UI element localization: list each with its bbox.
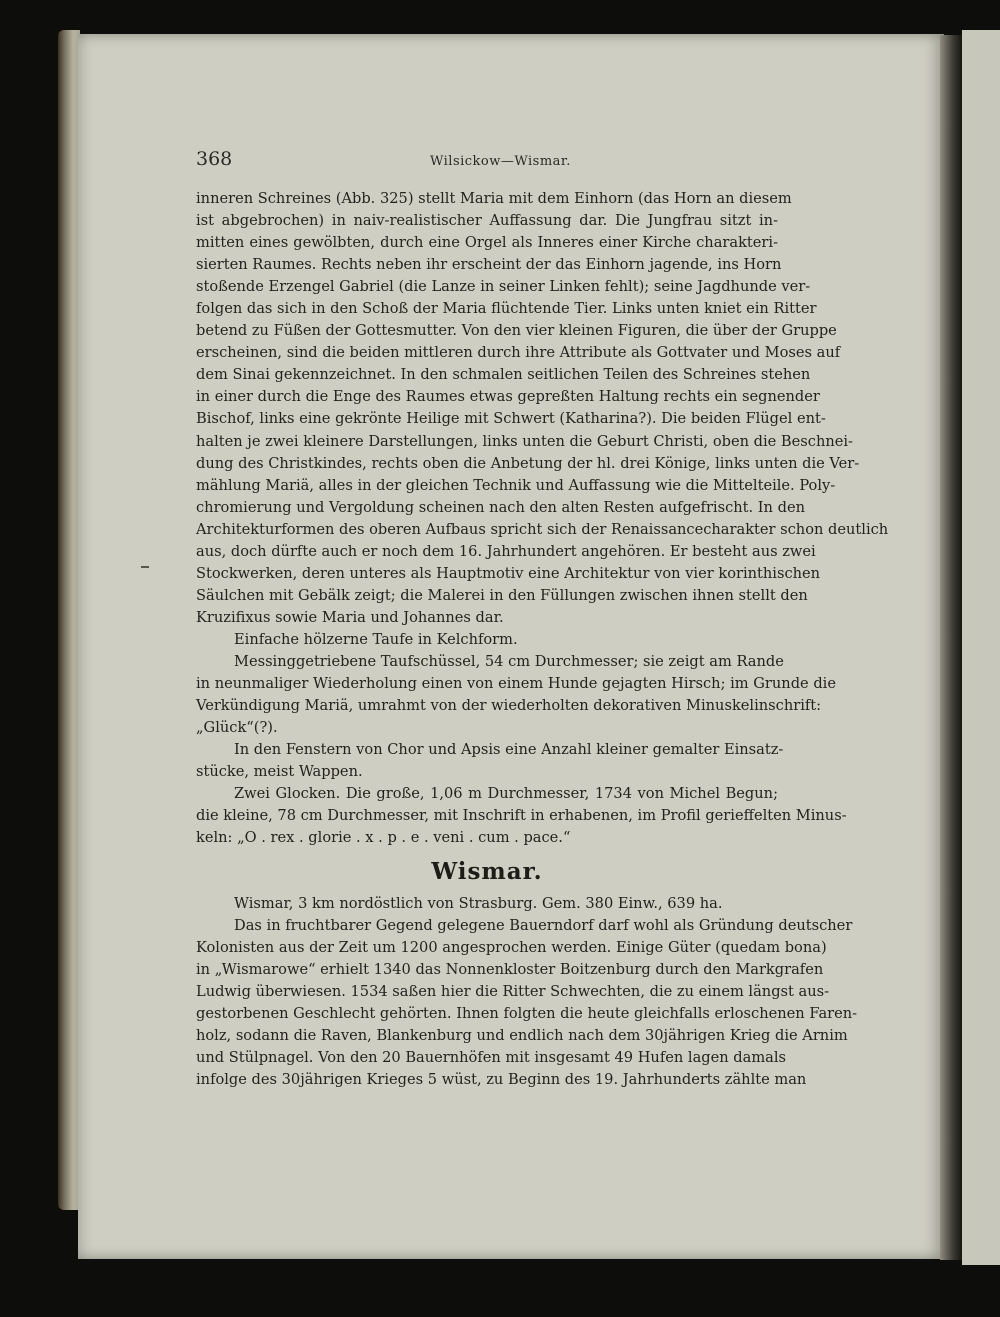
text-line: Ludwig überwiesen. 1534 saßen hier die Ritter Schwechten, die zu einem längst aus- [196,983,830,1001]
text-line: Das in fruchtbarer Gegend gelegene Bauerndorf darf wohl als Gründung deutscher [234,917,853,935]
text-line: Verkündigung Mariä, umrahmt von der wiederholten dekorativen Minuskelinschrift: [196,697,822,715]
facing-page-edge [962,30,1000,1265]
text-line: in neunmaliger Wiederholung einen von einem Hunde gejagten Hirsch; im Grunde die [196,675,836,693]
text-line: folgen das sich in den Schoß der Maria flüchtende Tier. Links unten kniet ein Ritter [196,300,817,318]
text-line: holz, sodann die Raven, Blankenburg und endlich nach dem 30jährigen Krieg die Arnim [196,1027,848,1045]
text-line: betend zu Füßen der Gottesmutter. Von den vier kleinen Figuren, die über der Gruppe [196,322,837,340]
text-line: gestorbenen Geschlecht gehörten. Ihnen folgten die heute gleichfalls erloschenen Faren- [196,1005,858,1023]
text-line: Zwei Glocken. Die große, 1,06 m Durchmesser, 1734 von Michel Begun; [234,785,778,803]
text-line: in einer durch die Enge des Raumes etwas gepreßten Haltung rechts ein segnender [196,388,820,406]
margin-mark [141,566,149,568]
text-line: dung des Christkindes, rechts oben die Anbetung der hl. drei Könige, links unten die Ver- [196,454,860,472]
text-line: Einfache hölzerne Taufe in Kelchform. [234,630,518,648]
text-line: In den Fenstern von Chor und Apsis eine Anzahl kleiner gemalter Einsatz- [234,741,784,759]
text-line: dem Sinai gekennzeichnet. In den schmalen seitlichen Teilen des Schreines stehen [196,366,811,384]
text-line: stoßende Erzengel Gabriel (die Lanze in seiner Linken fehlt); seine Jagdhunde ver- [196,278,811,296]
text-line: mitten eines gewölbten, durch eine Orgel als Inneres einer Kirche charakteri- [196,234,778,252]
text-line: sierten Raumes. Rechts neben ihr erscheint der das Einhorn jagende, ins Horn [196,256,782,274]
text-line: Messinggetriebene Taufschüssel, 54 cm Durchmesser; sie zeigt am Rande [234,652,784,670]
text-line: chromierung und Vergoldung scheinen nach den alten Resten aufgefrischt. In den [196,498,805,516]
text-line: stücke, meist Wappen. [196,763,363,781]
section-title: Wismar. [431,858,543,885]
text-line: infolge des 30jährigen Krieges 5 wüst, zu Beginn des 19. Jahrhunderts zählte man [196,1071,807,1089]
book-gutter [940,35,962,1260]
body-text-upper [196,188,889,849]
text-line: und Stülpnagel. Von den 20 Bauernhöfen mit insgesamt 49 Hufen lagen damals [196,1049,787,1067]
page-header [196,148,766,178]
body-text-lower [196,893,858,1091]
text-line: mählung Mariä, alles in der gleichen Technik und Auffassung wie die Mittelteile. Poly- [196,476,836,494]
text-line: ist abgebrochen) in naiv-realistischer Auffassung dar. Die Jungfrau sitzt in- [196,212,778,230]
book-page-edges [58,30,80,1210]
text-line: Stockwerken, deren unteres als Hauptmotiv eine Architektur von vier korinthischen [196,564,821,582]
text-line: „Glück“(?). [196,719,278,737]
text-line: die kleine, 78 cm Durchmesser, mit Inschrift in erhabenen, im Profil gerieffelten Minus- [196,807,847,825]
text-line: Kruzifixus sowie Maria und Johannes dar. [196,608,504,626]
text-line: Bischof, links eine gekrönte Heilige mit Schwert (Katharina?). Die beiden Flügel ent- [196,410,826,428]
text-line: Architekturformen des oberen Aufbaus spricht sich der Renaissancecharakter schon deutlich [196,520,889,538]
text-line: inneren Schreines (Abb. 325) stellt Maria mit dem Einhorn (das Horn an diesem [196,190,792,207]
text-line: aus, doch dürfte auch er noch dem 16. Jahrhundert angehören. Er besteht aus zwei [196,542,816,560]
text-line: keln: „O . rex . glorie . x . p . e . veni . cum . pace.“ [196,829,571,847]
text-line: halten je zwei kleinere Darstellungen, links unten die Geburt Christi, oben die Beschnei- [196,432,853,450]
text-line: Säulchen mit Gebälk zeigt; die Malerei in den Füllungen zwischen ihnen stellt den [196,586,808,604]
text-line: Kolonisten aus der Zeit um 1200 angesprochen werden. Einige Güter (quedam bona) [196,939,827,957]
page-number: 368 [196,148,233,170]
text-line: Wismar, 3 km nordöstlich von Strasburg. Gem. 380 Einw., 639 ha. [234,895,723,912]
running-head: Wilsickow—Wismar. [430,154,571,169]
text-line: erscheinen, sind die beiden mittleren durch ihre Attribute als Gottvater und Moses auf [196,344,841,362]
text-line: in „Wismarowe“ erhielt 1340 das Nonnenkloster Boitzenburg durch den Markgrafen [196,961,824,979]
